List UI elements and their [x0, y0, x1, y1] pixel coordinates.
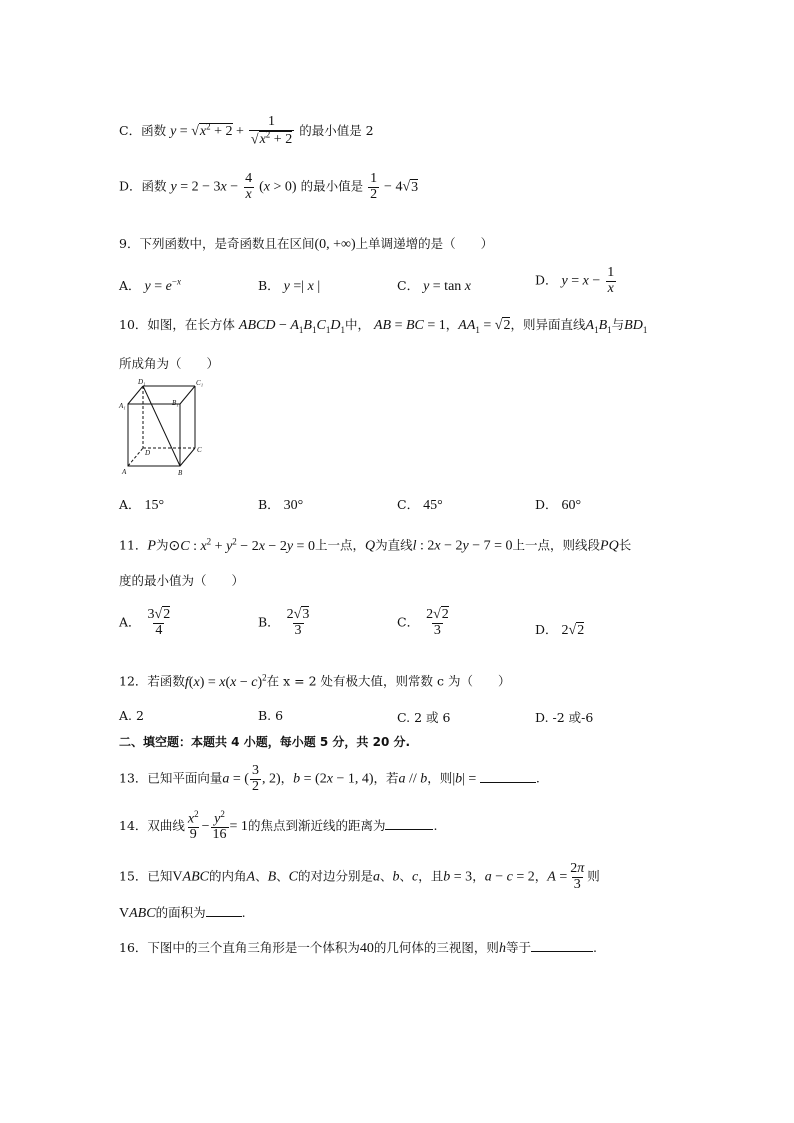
option-d-line: D．函数 y = 2 − 3x − $\frac{4}{x}$ (x > 0) 的最小值是 $\frac{1}{2}$ − 4√3: [119, 171, 419, 202]
section-heading: 二、填空题：本题共 4 小题，每小题 5 分，共 20 分.: [119, 735, 411, 749]
q12-option-a: A. 2: [119, 708, 144, 723]
q10-option-b: B． 30°: [258, 497, 304, 513]
q9-option-b: B． y =| x |: [258, 278, 321, 294]
question-9: 9．下列函数中，是奇函数且在区间(0, +∞)上单调递增的是（ ）: [119, 236, 494, 252]
q12-option-d: D. -2 或-6: [535, 710, 594, 725]
question-10: 10．如图，在长方体 ABCD − $A_1B_1C_1D_1$中， AB = BC = 1，$AA_1 = √2$，则异面直线$A_1B_1$与$BD_1$: [119, 317, 648, 335]
q9-option-a: A． $y = e^{-x}$: [119, 276, 181, 294]
q11-option-a: A． $\frac{3√2}{4}$: [119, 607, 171, 638]
q11-option-d: D． 2√2: [535, 622, 585, 638]
label-a1: A₁: [119, 402, 126, 410]
answer-blank[interactable]: [206, 906, 242, 917]
answer-blank[interactable]: [531, 941, 593, 952]
cuboid-figure: [116, 376, 212, 480]
question-10-line2: 所成角为（ ）: [119, 356, 220, 371]
answer-blank[interactable]: [385, 819, 433, 830]
q9-option-d: D． y = x − $\frac{1}{x}$: [535, 265, 615, 296]
label-b1: B₁: [172, 399, 179, 407]
q10-option-c: C． 45°: [397, 497, 443, 513]
question-12: 12．若函数$f(x) = x(x - c)^2$在 x = 2 处有极大值，则常数 c 为（ ）: [119, 672, 511, 690]
question-14: 14．双曲线 $\frac{x^2}{9}$ − $\frac{y^2}{16}$ = 1的焦点到渐近线的距离为 .: [119, 809, 438, 843]
q10-option-a: A． 15°: [119, 497, 165, 513]
option-label: C．函数: [119, 123, 167, 139]
q12-option-b: B. 6: [258, 708, 284, 723]
fraction: $\frac{1}{2}$: [370, 171, 378, 202]
q10-option-d: D． 60°: [535, 497, 582, 513]
fraction: $\frac{4}{x}$: [245, 171, 253, 202]
q12-option-c: C. 2 或 6: [397, 710, 451, 725]
question-11-line2: 度的最小值为（ ）: [119, 573, 245, 588]
option-c-line: C．函数 $y = √x^2 + 2$ + $\frac{1}{√x^2 + 2}$ 的最小值是 2: [119, 114, 374, 148]
label-c: C: [197, 446, 202, 454]
fraction: $\frac{1}{√x^2 + 2}$: [250, 114, 293, 148]
question-13: 13．已知平面向量a = ( $\frac{3}{2}$ , 2)，b = (2x − 1, 4)，若a // b，则|b| = .: [119, 763, 540, 794]
label-b: B: [178, 469, 183, 477]
label-c1: C₁: [196, 379, 204, 387]
question-15: 15．已知VABC的内角A、B、C的对边分别是a、b、c，且b = 3，a − c = 2，A = $\frac{2\pi}{3}$ 则: [119, 861, 600, 892]
question-16: 16．下图中的三个直角三角形是一个体积为40的几何体的三视图，则h等于 .: [119, 940, 597, 956]
label-d1: D₁: [138, 378, 146, 386]
answer-blank[interactable]: [480, 772, 536, 783]
q9-option-c: C． y = tan x: [397, 278, 471, 294]
q11-option-c: C． $\frac{2√2}{3}$: [397, 607, 449, 638]
label-a: A: [122, 468, 127, 476]
question-15-line2: VABC的面积为 .: [119, 905, 246, 921]
label-d: D: [145, 449, 151, 457]
q11-option-b: B． $\frac{2√3}{3}$: [258, 607, 310, 638]
question-11: 11．P为⊙C : $x^2 + y^2 - 2x - 2y = 0$上一点，Q为直线l : 2x − 2y − 7 = 0上一点，则线段PQ长: [119, 536, 632, 554]
